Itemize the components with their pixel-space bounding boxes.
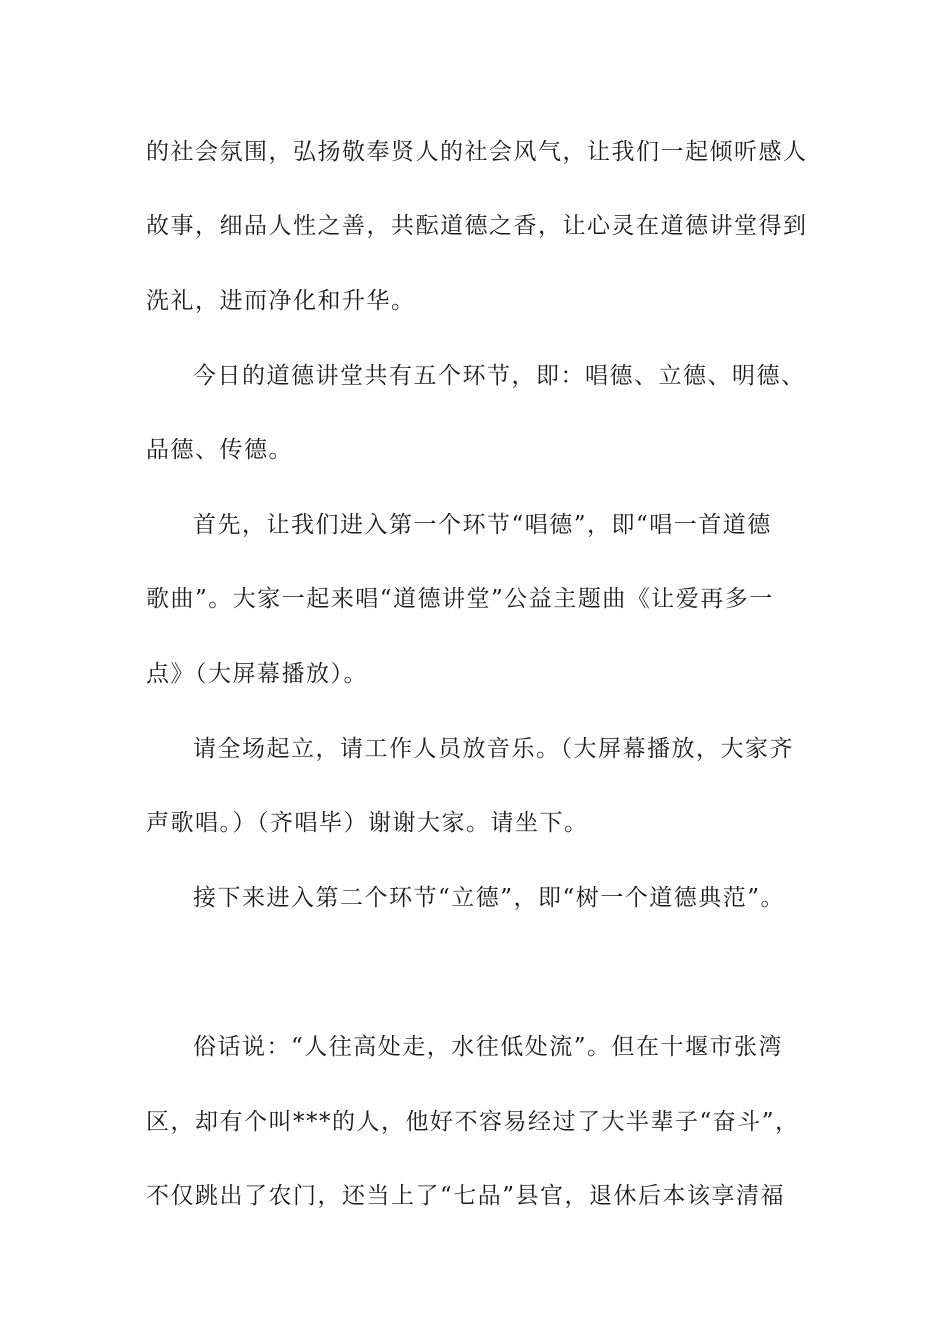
paragraph-line: 首先，让我们进入第一个环节“唱德”，即“唱一首道德	[193, 512, 772, 538]
paragraph-line: 的社会氛围，弘扬敬奉贤人的社会风气，让我们一起倾听感人	[146, 139, 808, 165]
paragraph-line: 故事，细品人性之善，共酝道德之香，让心灵在道德讲堂得到	[146, 213, 808, 239]
paragraph-line: 今日的道德讲堂共有五个环节，即：唱德、立德、明德、	[193, 363, 806, 389]
paragraph-line: 区，却有个叫***的人，他好不容易经过了大半辈子“奋斗”，	[146, 1109, 800, 1135]
paragraph-line: 歌曲”。大家一起来唱“道德讲堂”公益主题曲《让爱再多一	[146, 586, 774, 612]
paragraph-line: 品德、传德。	[146, 437, 293, 463]
paragraph-line: 点》（大屏幕播放）。	[146, 661, 368, 687]
paragraph-line: 请全场起立，请工作人员放音乐。（大屏幕播放，大家齐	[193, 736, 794, 762]
paragraph-line: 接下来进入第二个环节“立德”，即“树一个道德典范”。	[193, 885, 786, 911]
paragraph-line: 洗礼，进而净化和升华。	[146, 288, 416, 314]
paragraph-line: 声歌唱。）（齐唱毕）谢谢大家。请坐下。	[146, 810, 589, 836]
paragraph-line: 不仅跳出了农门，还当上了“七品”县官，退休后本该享清福	[146, 1183, 786, 1209]
paragraph-line: 俗话说：“人往高处走，水往低处流”。但在十堰市张湾	[193, 1034, 784, 1060]
